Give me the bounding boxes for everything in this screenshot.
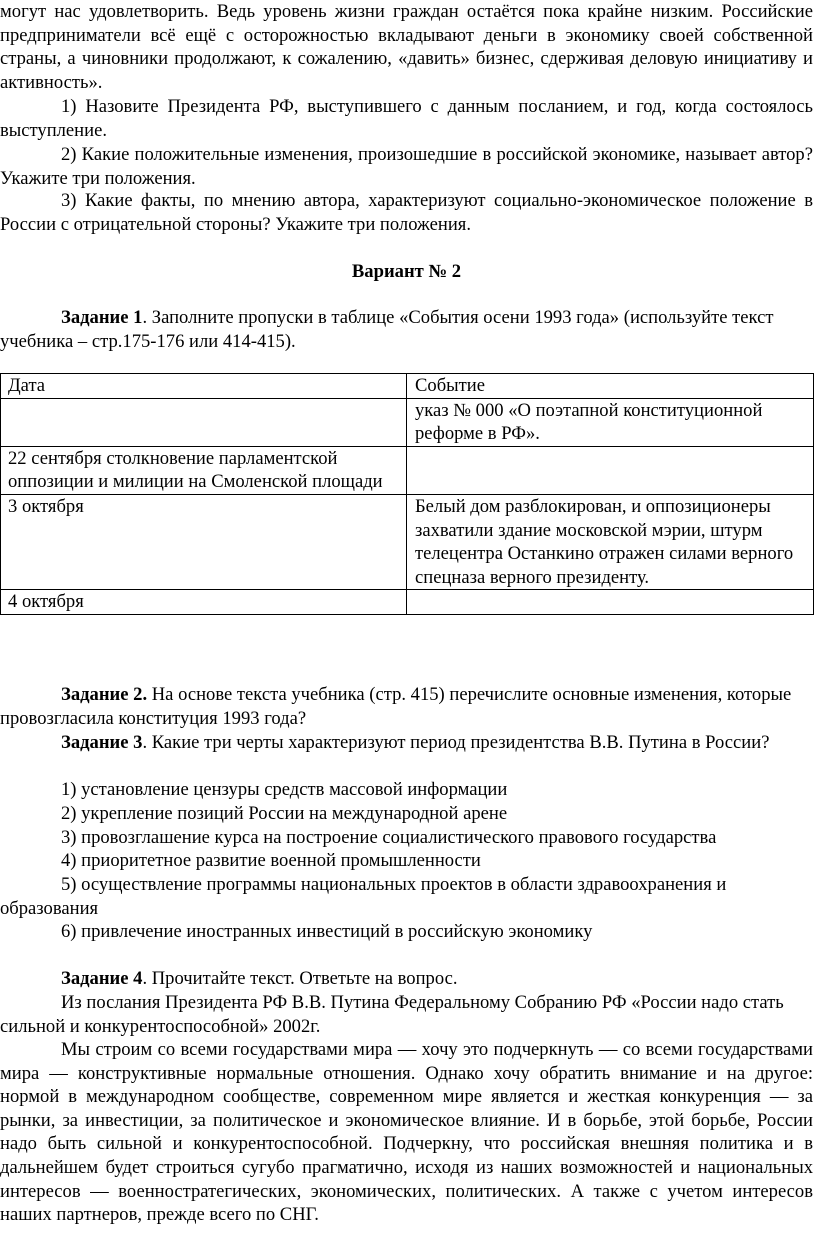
table-cell: указ № 000 «О поэтапной конституционной реформе в РФ». xyxy=(407,398,814,446)
table-row xyxy=(1,398,814,446)
table-header-row xyxy=(1,374,814,399)
task3-option: 3) провозглашение курса на построение социалистического правового государства xyxy=(61,827,717,848)
task2 xyxy=(0,683,816,730)
question-v1-3: 3) Какие факты, по мнению автора, характеризуют социально-экономическое положение в России с отрицательной стороны? Укажите три положения. xyxy=(0,190,813,235)
events-table xyxy=(0,373,814,615)
table-cell xyxy=(407,446,814,494)
table-row xyxy=(1,590,814,615)
task3-option: 1) установление цензуры средств массовой информации xyxy=(61,779,508,800)
task4-label: Задание 4 xyxy=(61,968,143,989)
question-v1-1: 1) Назовите Президента РФ, выступившего с данным посланием, и год, когда состоялось выступление. xyxy=(0,96,813,141)
task1-label: Задание 1 xyxy=(61,307,143,328)
task2-label: Задание 2. xyxy=(61,684,148,705)
task3-option: 4) приоритетное развитие военной промышленности xyxy=(61,850,481,871)
task4-text: . Прочитайте текст. Ответьте на вопрос. xyxy=(142,968,458,989)
task4-quote: Мы строим со всеми государствами мира — хочу это подчеркнуть — со всеми государствами мира — конструктивные нормальные отношения. Однако хочу обратить внимание и на другое: нормой в международном сообществе, современном мире является и жесткая конкуренция — за рынки, за инвестиции, за политическое и экономическое влияние. И в борьбе, этой борьбе, России надо быть сильной и конкурентоспособной. Подчеркну, что российская внешняя политика и в дальнейшем будет строиться сугубо прагматично, исходя из наших возможностей и национальных интересов — военностратегических, экономических, политических. А также с учетом интересов наших партнеров, прежде всего по СНГ. xyxy=(0,1039,813,1226)
task3 xyxy=(0,731,816,755)
table-cell: 3 октября xyxy=(1,494,407,589)
task1 xyxy=(0,306,816,353)
table-cell: 4 октября xyxy=(1,590,407,615)
table-cell xyxy=(1,398,407,446)
table-cell: 22 сентября столкновение парламентской оппозиции и милиции на Смоленской площади xyxy=(1,446,407,494)
table-cell: Белый дом разблокирован, и оппозиционеры захватили здание московской мэрии, штурм телецентра Останкино отражен силами верного спецназа верного президенту. xyxy=(407,494,814,589)
header-date: Дата xyxy=(1,374,407,399)
top-paragraph: могут нас удовлетворить. Ведь уровень жизни граждан остаётся пока крайне низким. Российские предприниматели всё ещё с осторожностью вкладывают деньги в экономику своей собственной страны, а чиновники продолжают, к сожалению, «давить» бизнес, сдерживая деловую инициативу и активность». xyxy=(0,1,813,93)
task3-option: 5) осуществление программы национальных проектов в области здравоохранения и образования xyxy=(0,874,727,919)
question-v1-2: 2) Какие положительные изменения, произошедшие в российской экономике, называет автор? Укажите три положения. xyxy=(0,144,813,189)
task4 xyxy=(0,967,816,991)
task2-text: На основе текста учебника (стр. 415) перечислите основные изменения, которые провозгласила конституция 1993 года? xyxy=(0,684,792,729)
table-row xyxy=(1,494,814,589)
table-cell xyxy=(407,590,814,615)
task3-option: 2) укрепление позиций России на международной арене xyxy=(61,803,508,824)
table-row xyxy=(1,446,814,494)
variant-title: Вариант № 2 xyxy=(351,261,462,282)
header-event: Событие xyxy=(407,374,814,399)
task3-option: 6) привлечение иностранных инвестиций в российскую экономику xyxy=(61,921,593,942)
task4-source: Из послания Президента РФ В.В. Путина Федеральному Собранию РФ «России надо стать сильной и конкурентоспособной» 2002г. xyxy=(0,992,784,1037)
task1-text: . Заполните пропуски в таблице «События осени 1993 года» (используйте текст учебника – стр.175-176 или 414-415). xyxy=(0,307,774,352)
task3-text: . Какие три черты характеризуют период президентства В.В. Путина в России? xyxy=(142,732,770,753)
task3-label: Задание 3 xyxy=(61,732,143,753)
